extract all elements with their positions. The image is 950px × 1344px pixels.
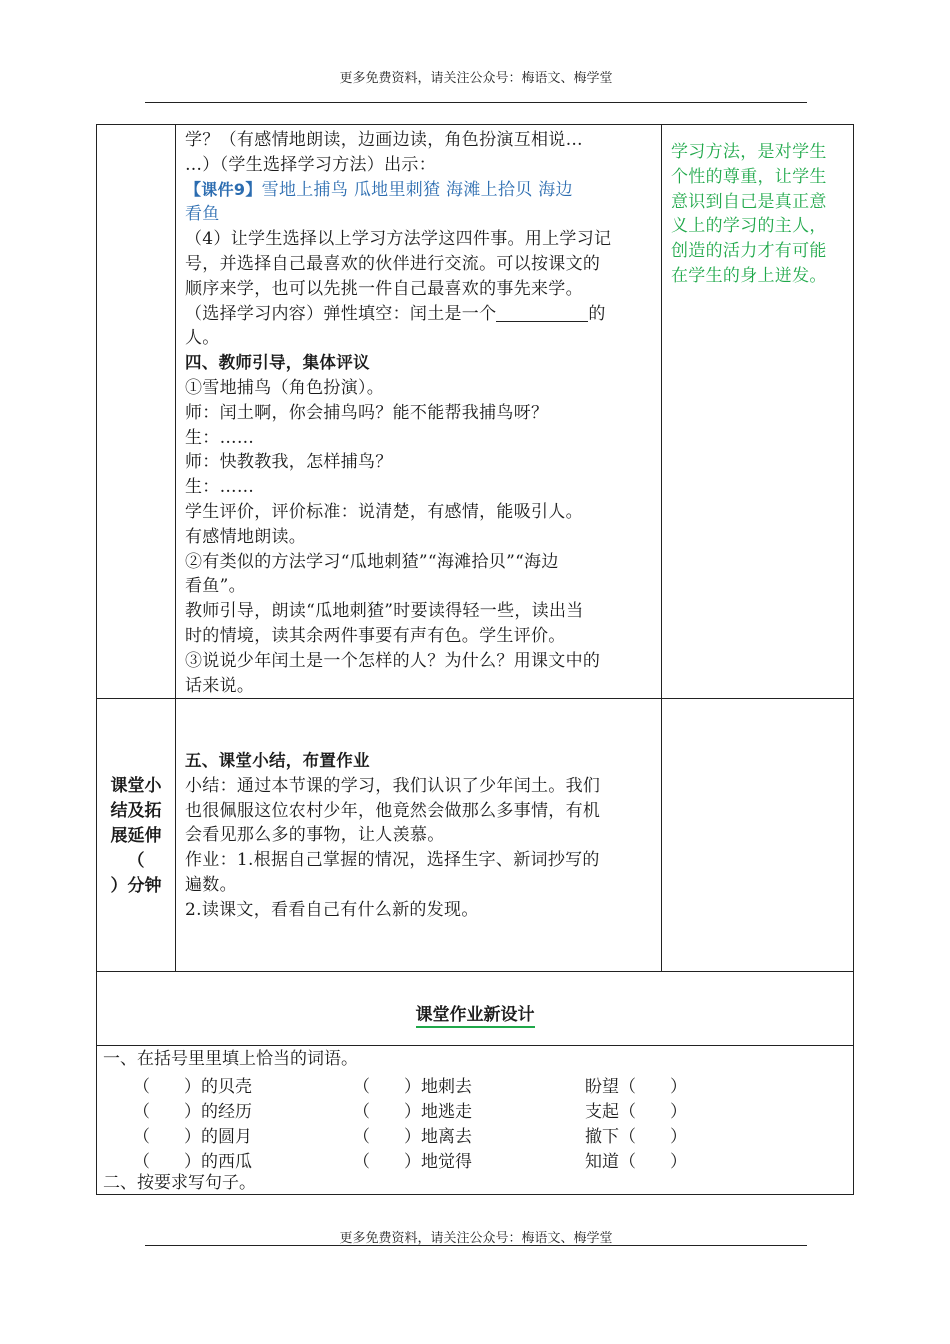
col-divider-2 (661, 125, 662, 971)
text-line: 看鱼”。 (185, 576, 246, 597)
text-line: 人。 (185, 328, 220, 349)
upper-content-cell (185, 128, 661, 698)
row-divider-2 (97, 971, 853, 972)
text-line: 号，并选择自己最喜欢的伙伴进行交流。可以按课文的 (185, 253, 601, 274)
note-line: 义上的学习的主人， (671, 216, 827, 237)
section-heading: 五、课堂小结，布置作业 (185, 751, 370, 770)
note-line: 在学生的身上迸发。 (671, 265, 827, 286)
fill-item: （ ）的经历 (133, 1102, 252, 1122)
text-line: 顺序来学，也可以先挑一件自己最喜欢的事先来学。 (185, 278, 583, 299)
text-line: 遍数。 (185, 874, 237, 895)
text-line: 也很佩服这位农村少年，他竟然会做那么多事情，有机 (185, 800, 601, 821)
page-header: 更多免费资料，请关注公众号：梅语文、梅学堂 (339, 71, 613, 86)
text-line: ③说说少年闰土是一个怎样的人？为什么？用课文中的 (185, 650, 601, 671)
page-footer: 更多免费资料，请关注公众号：梅语文、梅学堂 (339, 1231, 613, 1246)
summary-label (97, 774, 175, 899)
fill-item: 撤下（ ） (585, 1127, 687, 1147)
fill-blank (496, 303, 588, 322)
text-line: （4）让学生选择以上学习方法学这四件事。用上学习记 (185, 229, 612, 250)
design-note-cell (671, 140, 851, 289)
fill-item: （ ）的贝壳 (133, 1077, 252, 1097)
text-line: 学？（有感情地朗读，边画边读，角色扮演互相说… (185, 130, 583, 150)
text-line: 话来说。 (185, 675, 255, 696)
homework-title (97, 1000, 853, 1025)
fill-item: （ ）的西瓜 (133, 1152, 252, 1172)
text-line: 2.读课文，看看自己有什么新的发现。 (185, 899, 479, 920)
text-line: 生：…… (185, 477, 255, 498)
fill-blank-suffix: 的 (588, 303, 606, 324)
fill-item: （ ）地离去 (353, 1127, 472, 1147)
header-rule (145, 102, 807, 103)
homework-title-text: 课堂作业新设计 (416, 1005, 535, 1028)
section-heading: 四、教师引导，集体评议 (185, 353, 370, 373)
text-line: …）（学生选择学习方法）出示： (185, 154, 436, 175)
note-line: 意识到自己是真正意 (671, 191, 827, 212)
label-line: （ (127, 851, 145, 871)
text-line: 有感情地朗读。 (185, 526, 307, 547)
text-line: ①雪地捕鸟（角色扮演）。 (185, 377, 385, 398)
question-1: 一、在括号里里填上恰当的词语。 (103, 1049, 358, 1069)
fill-item: 盼望（ ） (585, 1077, 687, 1097)
label-line: 结及拓 (110, 801, 162, 821)
footer-rule (145, 1245, 807, 1246)
courseware-line (185, 178, 661, 203)
text-line: 教师引导，朗读“瓜地刺猹”时要读得轻一些，读出当 (185, 601, 584, 622)
text-line: 师：快教教我，怎样捕鸟？ (185, 452, 393, 473)
summary-content-cell (185, 749, 661, 923)
text-line: ②有类似的方法学习“瓜地刺猹”“海滩拾贝”“海边 (185, 551, 559, 572)
row-divider-3 (97, 1045, 853, 1046)
col-divider-1 (175, 125, 176, 971)
fill-item: （ ）地觉得 (353, 1152, 472, 1172)
fill-item: （ ）地刺去 (353, 1077, 472, 1097)
text-line: 学生评价，评价标准：说清楚，有感情，能吸引人。 (185, 501, 583, 522)
question-2: 二、按要求写句子。 (103, 1173, 256, 1193)
label-line: 展延伸 (110, 826, 162, 846)
note-line: 学习方法，是对学生 (671, 142, 827, 162)
text-line: 生：…… (185, 427, 255, 448)
fill-item: 支起（ ） (585, 1102, 687, 1122)
fill-blank-prefix: （选择学习内容）弹性填空：闰土是一个 (185, 303, 497, 324)
label-line: ）分钟 (110, 876, 162, 896)
note-line: 个性的尊重，让学生 (671, 166, 827, 187)
text-line: 作业：1.根据自己掌握的情况，选择生字、新词抄写的 (185, 850, 600, 871)
fill-item: 知道（ ） (585, 1152, 687, 1172)
label-line: 课堂小 (110, 776, 162, 796)
courseware-tag: 【课件9】 (185, 179, 262, 199)
text-line: 会看见那么多的事物，让人羡慕。 (185, 825, 445, 846)
lesson-table (96, 124, 854, 1195)
note-line: 创造的活力才有可能 (671, 241, 827, 262)
fill-item: （ ）地逃走 (353, 1102, 472, 1122)
text-line: 小结：通过本节课的学习，我们认识了少年闰土。我们 (185, 775, 601, 796)
courseware-text: 雪地上捕鸟 瓜地里刺猹 海滩上拾贝 海边 (261, 179, 573, 200)
courseware-text-cont: 看鱼 (185, 204, 220, 225)
fill-blank-line (185, 302, 661, 327)
text-line: 师：闰土啊，你会捕鸟吗？能不能帮我捕鸟呀？ (185, 402, 549, 423)
text-line: 时的情境，读其余两件事要有声有色。学生评价。 (185, 625, 566, 646)
fill-item: （ ）的圆月 (133, 1127, 252, 1147)
